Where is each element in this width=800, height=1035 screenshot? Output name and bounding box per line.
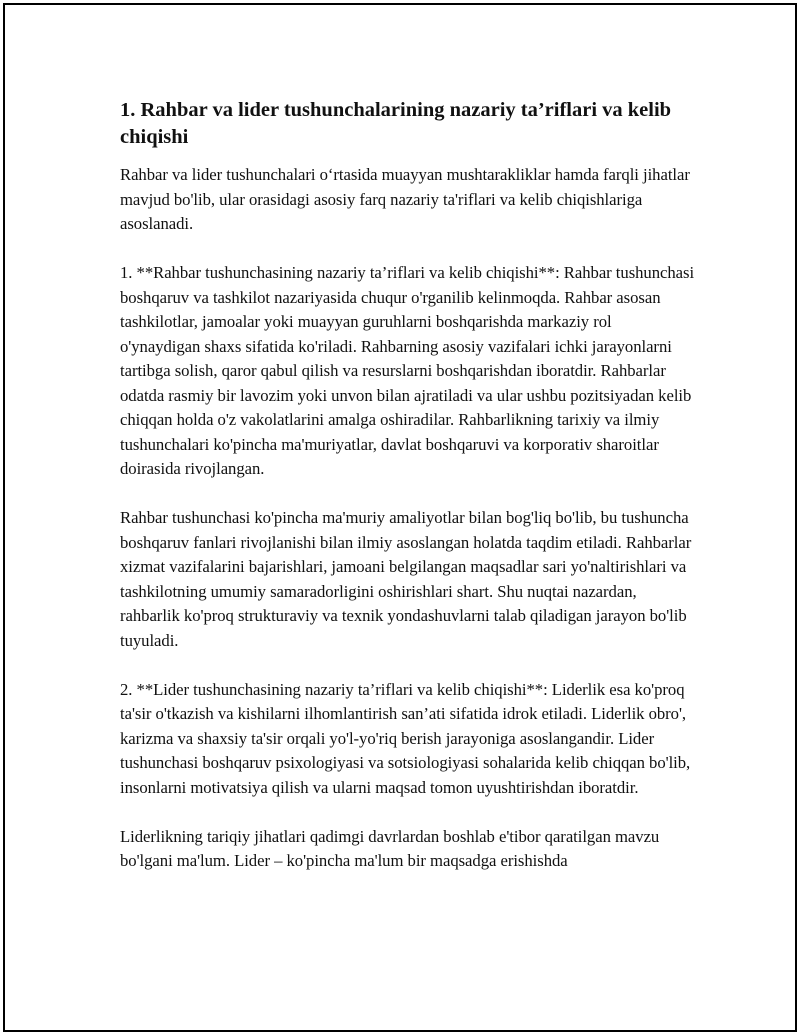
section-heading: 1. Rahbar va lider tushunchalarining nazariy ta’riflari va kelib chiqishi	[120, 99, 672, 148]
lider-definition-paragraph: 2. **Lider tushunchasining nazariy ta’riflari va kelib chiqishi**: Liderlik esa ko'proq ta'sir o'tkazish va kishilarni ilhomlantirish san’ati sifatida idrok etiladi. Liderlik obro', karizma va shaxsiy ta'sir orqali yo'l-yo'riq berish jarayoniga asoslangandir. Lider tushunchasi boshqaruv psixologiyasi va sotsiologiyasi sohalarida kelib chiqqan bo'lib, insonlarni motivatsiya qilish va ularni maqsad tomon uyushtirishdan iboratdir.	[120, 679, 691, 797]
rahbar-definition-paragraph: 1. **Rahbar tushunchasining nazariy ta’riflari va kelib chiqishi**: Rahbar tushunchasi boshqaruv va tashkilot nazariyasida chuqur o'rganilib kelinmoqda. Rahbar asosan tashkilotlar, jamoalar yoki muayyan guruhlarni boshqarishda markaziy rol o'ynaydigan shaxs sifatida ko'riladi. Rahbarning asosiy vazifalari ichki jarayonlarni tartibga solish, qaror qabul qilish va resurslarni boshqarishdan iboratdir. Rahbarlar odatda rasmiy bir lavozim yoki unvon bilan ajratiladi va ular ushbu pozitsiyadan kelib chiqqan holda o'z vakolatlarini amalga oshiradilar. Rahbarlikning tarixiy va ilmiy tushunchalari ko'pincha ma'muriyatlar, davlat boshqaruvi va korporativ sharoitlar doirasida rivojlangan.	[120, 263, 695, 478]
document-body	[120, 97, 695, 898]
page-frame	[3, 3, 797, 1032]
intro-paragraph: Rahbar va lider tushunchalari o‘rtasida muayyan mushtarakliklar hamda farqli jihatlar mavjud bo'lib, ular orasidagi asosiy farq nazariy ta'riflari va kelib chiqishlariga asoslanadi.	[120, 165, 690, 233]
rahbar-practice-paragraph: Rahbar tushunchasi ko'pincha ma'muriy amaliyotlar bilan bog'liq bo'lib, bu tushuncha boshqaruv fanlari rivojlanishi bilan ilmiy asoslangan holatda taqdim etiladi. Rahbarlar xizmat vazifalarini bajarishlari, jamoani belgilangan maqsadlar sari yo'naltirishlari va tashkilotning umumiy samaradorligini oshirishlari shart. Shu nuqtai nazardan, rahbarlik ko'proq strukturaviy va texnik yondashuvlarni talab qiladigan jarayon bo'lib tuyuladi.	[120, 508, 692, 650]
lider-history-paragraph: Liderlikning tariqiy jihatlari qadimgi davrlardan boshlab e'tibor qaratilgan mavzu bo'lgani ma'lum. Lider – ko'pincha ma'lum bir maqsadga erishishda	[120, 826, 660, 870]
